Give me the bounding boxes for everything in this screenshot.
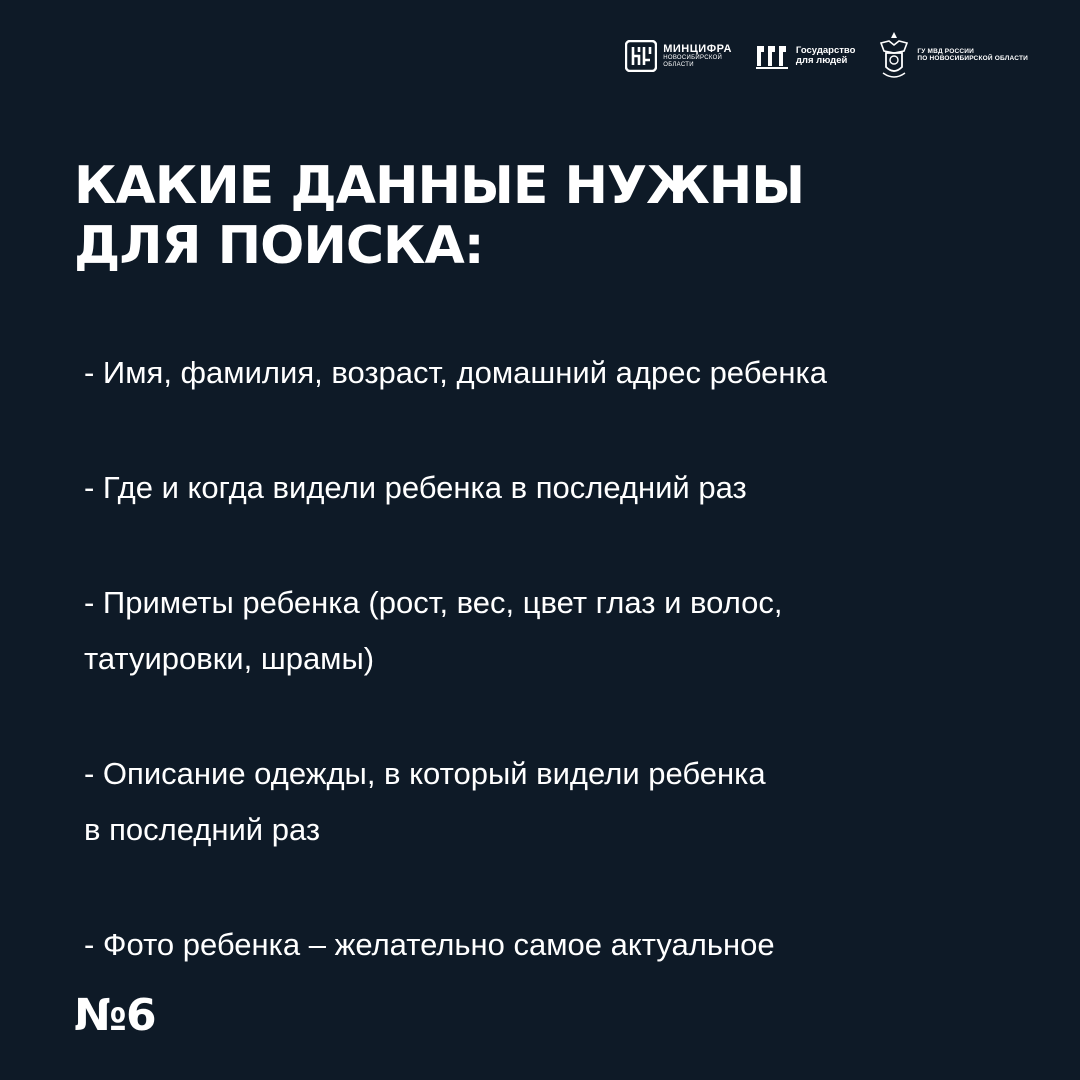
mincifra-sub-1: НОВОСИБИРСКОЙ bbox=[663, 55, 723, 62]
gosudarstvo-line-2: для людей bbox=[795, 55, 848, 66]
mvd-line-1: ГУ МВД РОССИИ bbox=[917, 48, 975, 56]
list-item-line-continued: в последний раз bbox=[84, 812, 321, 847]
list-item bbox=[84, 460, 1024, 516]
mincifra-emblem-icon bbox=[625, 40, 657, 72]
list-item bbox=[84, 746, 1024, 858]
partner-logos bbox=[625, 28, 1028, 84]
mvd-line-2: ПО НОВОСИБИРСКОЙ ОБЛАСТИ bbox=[917, 55, 1028, 62]
page-title bbox=[74, 156, 974, 276]
title-line-2: ДЛЯ ПОИСКА: bbox=[74, 216, 484, 276]
mincifra-logo bbox=[625, 40, 732, 72]
list-item-line-continued: татуировки, шрамы) bbox=[84, 641, 375, 676]
mvd-emblem-icon bbox=[877, 29, 911, 83]
list-item-line: - Где и когда видели ребенка в последний раз bbox=[84, 470, 747, 505]
list-item-line: - Имя, фамилия, возраст, домашний адрес ребенка bbox=[84, 355, 827, 390]
mincifra-sub-2: ОБЛАСТИ bbox=[663, 61, 694, 68]
list-item bbox=[84, 917, 1024, 973]
mincifra-name: МИНЦИФРА bbox=[663, 42, 732, 55]
gosudarstvo-logo bbox=[754, 42, 856, 70]
required-data-list bbox=[84, 345, 1024, 1032]
list-item-line: - Описание одежды, в который видели ребенка bbox=[84, 756, 766, 791]
mvd-logo bbox=[877, 29, 1028, 83]
gosudarstvo-emblem-icon bbox=[754, 42, 790, 70]
list-item bbox=[84, 575, 1024, 687]
list-item bbox=[84, 345, 1024, 401]
page-number: №6 bbox=[74, 990, 156, 1041]
list-item-line: - Фото ребенка – желательно самое актуальное bbox=[84, 927, 775, 962]
title-line-1: КАКИЕ ДАННЫЕ НУЖНЫ bbox=[74, 156, 805, 216]
gosudarstvo-line-1: Государство bbox=[795, 45, 856, 57]
list-item-line: - Приметы ребенка (рост, вес, цвет глаз и волос, bbox=[84, 585, 783, 620]
